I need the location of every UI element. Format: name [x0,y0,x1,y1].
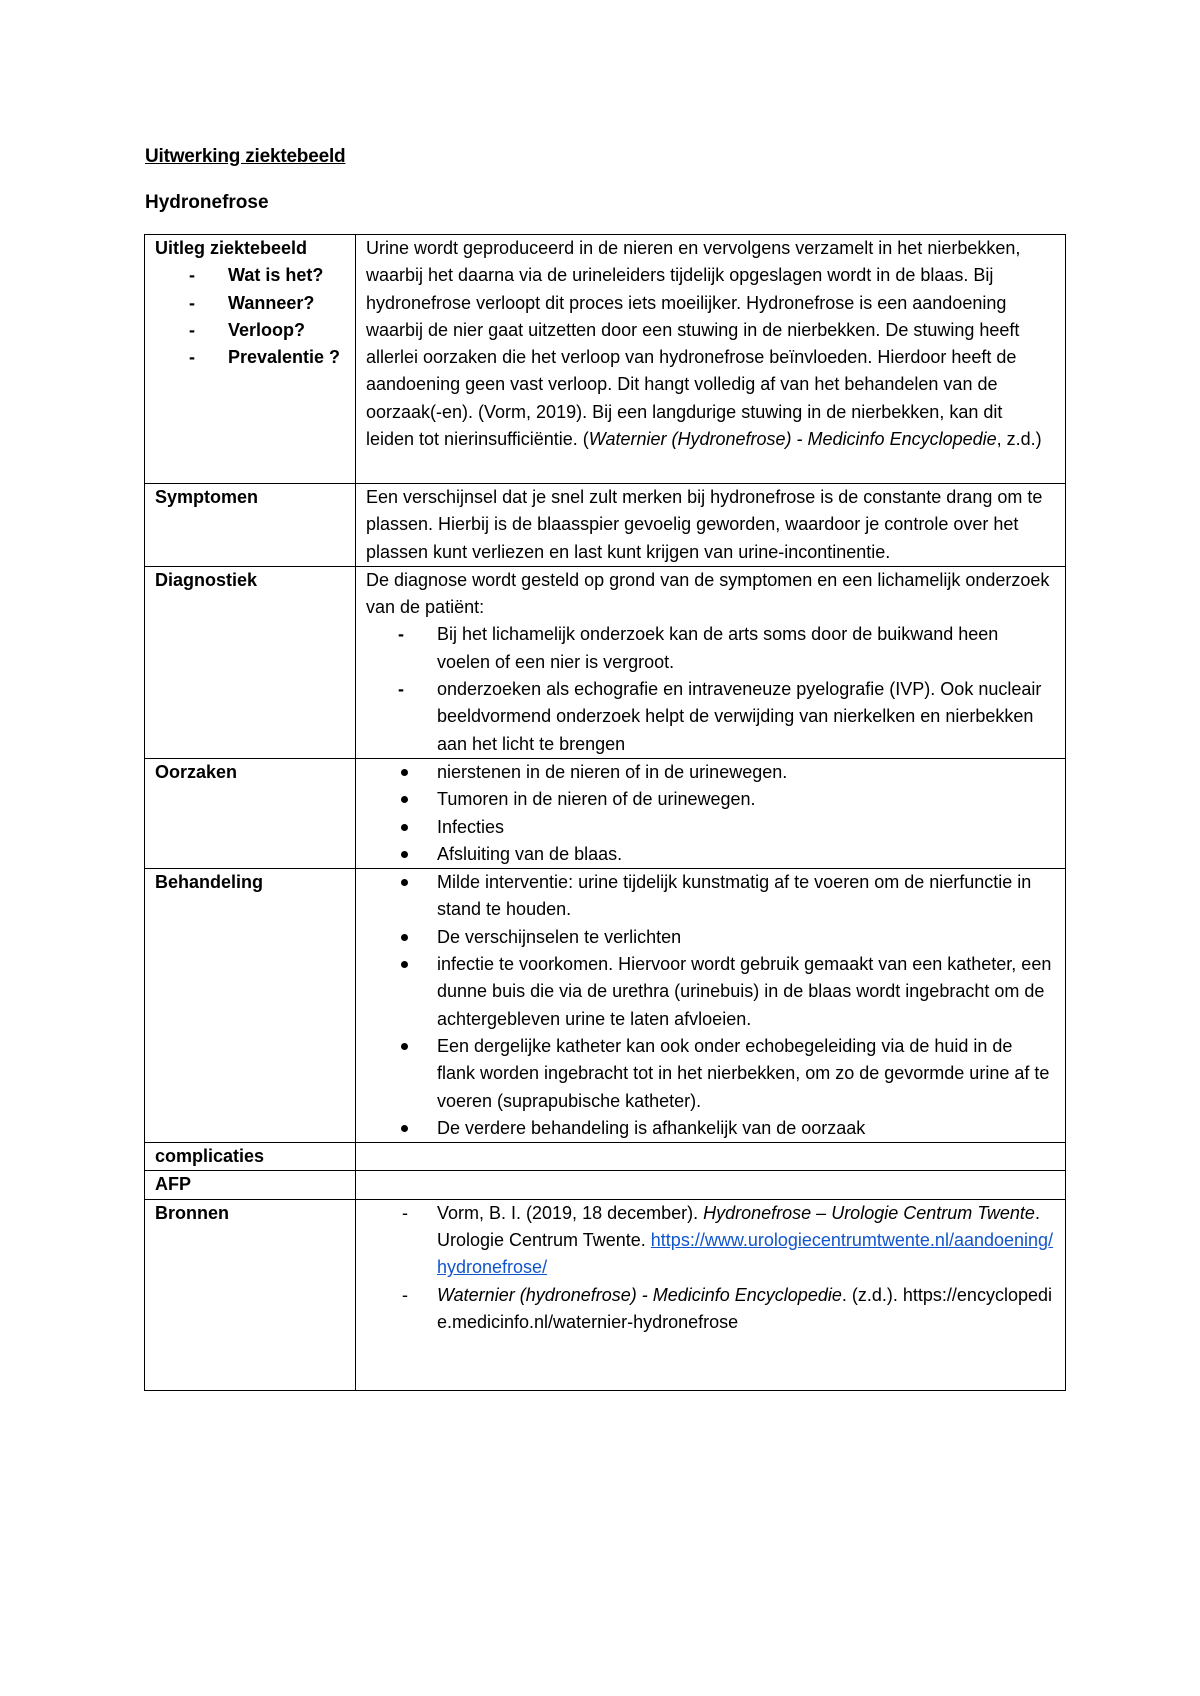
uitleg-text-main: Urine wordt geproduceerd in de nieren en vervolgens verzamelt in het nierbekken, waarbij het daarna via de urineleiders tijdelijk opgeslagen wordt in de blaas. Bij hydronefrose verloopt dit proces iets moeilijker. Hydronefrose is een aandoening waarbij de nier gaat uitzetten door een stuwing in de nierbekken. De stuwing heeft allerlei oorzaken die het verloop van hydronefrose beïnvloeden. Hierdoor heeft de aandoening geen vast verloop. Dit hangt volledig af van het behandelen van de oorzaak(-en). (Vorm, 2019). Bij een langdurige stuwing in de nierbekken, kan dit leiden tot nierinsufficiëntie. ( [366,238,1021,450]
list-item: Milde interventie: urine tijdelijk kunstmatig af te voeren om de nierfunctie in stand te houden. [366,869,1055,924]
row-bronnen [145,1199,1066,1390]
reference-item-2 [366,1282,1055,1337]
diagnostiek-list [366,621,1055,757]
list-item: - onderzoeken als echografie en intraveneuze pyelografie (IVP). Ook nucleair beeldvormend onderzoek helpt de verwijding van nierkelken en nierbekken aan het licht te brengen [366,676,1055,758]
label-diagnostiek: Diagnostiek [145,566,356,758]
content-cell-uitleg [356,235,1066,484]
document-subtitle: Hydronefrose [145,192,269,213]
disease-table [144,234,1066,1391]
ref2-url: https://encyclopedie.medicinfo.nl/waternier-hydronefrose [437,1284,1052,1332]
list-item: infectie te voorkomen. Hiervoor wordt gebruik gemaakt van een katheter, een dunne buis die via de urethra (urinebuis) in de blaas wordt ingebracht om de achtergebleven urine te laten afvloeien. [366,951,1055,1033]
list-item: - Bij het lichamelijk onderzoek kan de arts soms door de buikwand heen voelen of een nier is vergroot. [366,621,1055,676]
ref2-title: Waternier (hydronefrose) - Medicinfo Encyclopedie [437,1284,842,1305]
diagnostiek-intro: De diagnose wordt gesteld op grond van de symptomen en een lichamelijk onderzoek van de patiënt: [366,569,1050,618]
label-oorzaken: Oorzaken [145,758,356,868]
label-behandeling: Behandeling [145,869,356,1143]
ref1-author: Vorm, B. I. (2019, 18 december). [437,1202,704,1223]
list-item: Tumoren in de nieren of de urinewegen. [366,786,1055,813]
bronnen-list [366,1200,1055,1336]
list-item: De verschijnselen te verlichten [366,924,1055,951]
list-item: Afsluiting van de blaas. [366,841,1055,868]
row-diagnostiek [145,566,1066,758]
reference-item-1 [366,1200,1055,1282]
uitleg-sub-list [155,262,345,371]
sub-item-prevalentie: - Prevalentie ? [155,344,345,371]
content-cell-behandeling [356,869,1066,1143]
label-uitleg: Uitleg ziektebeeld [155,238,308,258]
list-item: Infecties [366,814,1055,841]
ref1-publisher: . Urologie Centrum Twente. [437,1202,1040,1251]
ref1-title: Hydronefrose – Urologie Centrum Twente [703,1202,1035,1223]
list-item: nierstenen in de nieren of in de urinewegen. [366,759,1055,786]
label-symptomen: Symptomen [145,484,356,567]
content-complicaties [356,1143,1066,1171]
uitleg-text [366,235,1055,453]
list-item: De verdere behandeling is afhankelijk van de oorzaak [366,1115,1055,1142]
oorzaken-list [366,759,1055,868]
label-complicaties: complicaties [145,1143,356,1171]
document-title: Uitwerking ziektebeeld [145,146,346,167]
row-afp [145,1171,1066,1199]
content-cell-bronnen [356,1199,1066,1390]
row-uitleg [145,235,1066,484]
row-oorzaken [145,758,1066,868]
ref1-link[interactable]: https://www.urologiecentrumtwente.nl/aandoening/hydronefrose/ [437,1230,1054,1278]
sub-item-wat-is-het: - Wat is het? [155,262,345,289]
label-cell-uitleg [145,235,356,484]
behandeling-list [366,869,1055,1142]
content-symptomen: Een verschijnsel dat je snel zult merken bij hydronefrose is de constante drang om te plassen. Hierbij is de blaasspier gevoelig geworden, waardoor je controle over het plassen kunt verliezen en last kunt krijgen van urine-incontinentie. [356,484,1066,567]
label-bronnen: Bronnen [145,1199,356,1390]
sub-item-wanneer: - Wanneer? [155,290,345,317]
content-cell-oorzaken [356,758,1066,868]
uitleg-text-citation: Waternier (Hydronefrose) - Medicinfo Encyclopedie [588,429,997,450]
ref2-rest: . (z.d.). [841,1284,898,1305]
content-cell-diagnostiek [356,566,1066,758]
row-complicaties [145,1143,1066,1171]
label-afp: AFP [145,1171,356,1199]
row-symptomen [145,484,1066,567]
sub-item-verloop: - Verloop? [155,317,345,344]
content-afp [356,1171,1066,1199]
list-item: Een dergelijke katheter kan ook onder echobegeleiding via de huid in de flank worden ingebracht tot in het nierbekken, om zo de gevormde urine af te voeren (suprapubische katheter). [366,1033,1055,1115]
uitleg-text-end: , z.d.) [996,429,1042,450]
row-behandeling [145,869,1066,1143]
